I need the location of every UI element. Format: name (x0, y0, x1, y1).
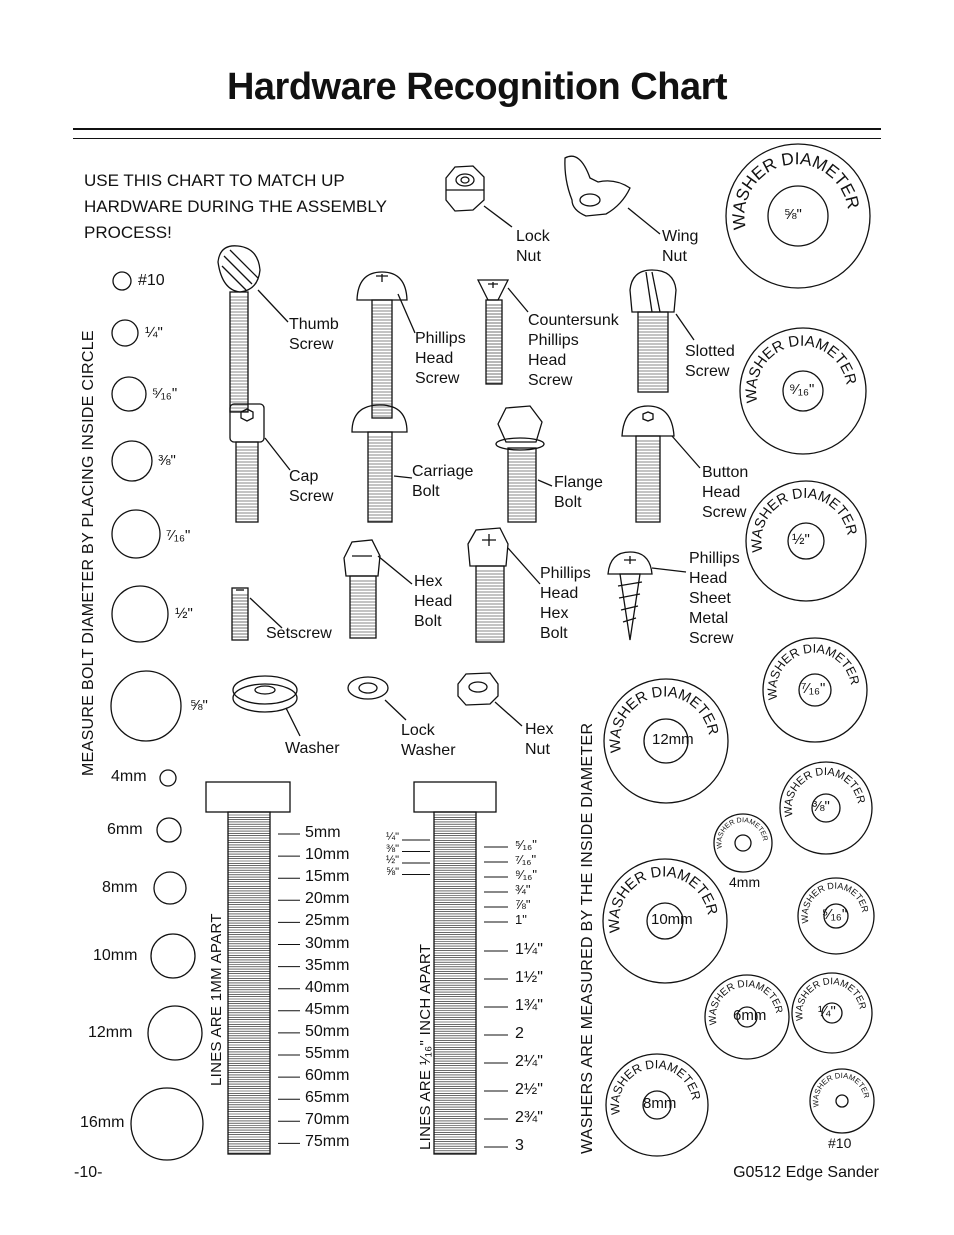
button-head-screw-icon (622, 406, 700, 522)
circle-16mm (131, 1088, 203, 1160)
circle-10mm (151, 934, 195, 978)
washer-size-label: ¼" (818, 1003, 836, 1020)
inch-ruler-right-label: 2 (515, 1025, 524, 1042)
mm-circle-label: 16mm (80, 1114, 125, 1131)
mm-ruler-label: 50mm (305, 1022, 350, 1040)
circle-4mm (160, 770, 176, 786)
inch-ruler-right-label: 3 (515, 1137, 524, 1154)
washer-caption: WASHER DIAMETER (607, 684, 721, 754)
inch-ruler-left-label: ⅝" (386, 865, 400, 878)
inch-ruler-right-label: 2½" (515, 1081, 543, 1098)
washer-size-label: 12mm (652, 731, 694, 748)
circle-label: ⅝" (190, 697, 208, 714)
lock-washer-label: Lock Washer (401, 722, 456, 759)
washer-size-label: 10mm (651, 911, 693, 928)
washer-inner-ring (735, 835, 751, 851)
intro-line: PROCESS! (84, 223, 172, 242)
phillips-hex-bolt-label: Phillips Head Hex Bolt (540, 565, 591, 642)
sheet-metal-screw-label: Phillips Head Sheet Metal Screw (689, 550, 740, 647)
mm-circle-label: 12mm (88, 1024, 133, 1041)
document-name: G0512 Edge Sander (733, 1164, 879, 1181)
mm-circle-label: 8mm (102, 879, 138, 896)
inch-ruler-right-label: ¾" (515, 882, 531, 897)
washer-size-label: ½" (792, 531, 810, 548)
phillips-head-screw-label: Phillips Head Screw (415, 330, 466, 387)
mm-ruler-label: 35mm (305, 956, 350, 974)
mm-circle-label: 10mm (93, 947, 138, 964)
inch-ruler-left-label: ½" (386, 854, 400, 866)
flange-bolt-icon (496, 406, 552, 522)
mm-ruler-label: 65mm (305, 1089, 350, 1107)
washer-size-label: ⅝" (784, 206, 802, 223)
intro-line: HARDWARE DURING THE ASSEMBLY (84, 197, 387, 216)
mm-ruler-head (206, 782, 290, 812)
circle-label: ⁷⁄₁₆" (166, 527, 191, 544)
mm-ruler-label: 25mm (305, 912, 350, 930)
circle-3-8 (112, 441, 152, 481)
washer-size-label: ⁵⁄₁₆" (822, 906, 848, 923)
inch-ruler-right-label: ⁵⁄₁₆" (515, 837, 537, 852)
washer-inner-ring (812, 794, 840, 822)
thumb-screw-label: Thumb Screw (289, 316, 339, 353)
wing-nut-label: Wing Nut (662, 228, 699, 265)
cap-screw-label: Cap Screw (289, 468, 334, 505)
hex-head-bolt-label: Hex Head Bolt (414, 573, 453, 630)
hex-nut-label: Hex Nut (525, 721, 554, 758)
mm-circle-label: 4mm (111, 768, 147, 785)
circle-12mm (148, 1006, 202, 1060)
mm-ruler-label: 55mm (305, 1045, 350, 1062)
mm-ruler-label: 15mm (305, 868, 350, 886)
washer-caption: WASHER DIAMETER (799, 880, 871, 924)
mm-ruler-label: 75mm (305, 1133, 350, 1151)
mm-ruler-label: 10mm (305, 846, 350, 864)
mm-circle-label: 6mm (107, 821, 143, 838)
circle-quarter (112, 320, 138, 346)
inch-ruler-right-label: 1¼" (515, 941, 543, 958)
washer-inner-ring (824, 904, 848, 928)
washer-caption: WASHER DIAMETER (716, 817, 769, 849)
mm-ruler-label: 40mm (305, 978, 350, 996)
circle-half (112, 586, 168, 642)
lock-washer-icon (348, 677, 406, 720)
mm-ruler-label: 30mm (305, 934, 350, 952)
circle-8mm (154, 872, 186, 904)
washer-caption: WASHER DIAMETER (811, 1070, 872, 1108)
carriage-bolt-label: Carriage Bolt (412, 463, 474, 500)
circle-6mm (157, 818, 181, 842)
washer-inner-ring (788, 523, 824, 559)
mm-ruler-label: 5mm (305, 824, 341, 841)
circle-5-16 (112, 377, 146, 411)
inch-ruler-head (414, 782, 496, 812)
washer-size-label: 4mm (729, 874, 761, 890)
inch-ruler-right-label: 2¼" (515, 1053, 543, 1070)
circle-10 (113, 272, 131, 290)
wing-nut-icon (565, 156, 660, 234)
mm-ruler-label: 70mm (305, 1111, 350, 1129)
countersunk-screw-icon (478, 280, 528, 384)
washer-inner-ring (643, 1091, 671, 1119)
washer-size-label: 6mm (733, 1007, 767, 1024)
circle-5-8 (111, 671, 181, 741)
mm-ruler-label: 20mm (305, 890, 350, 908)
washer-size-label: ⁷⁄₁₆" (801, 680, 826, 697)
setscrew-icon (232, 588, 282, 640)
mm-ruler-label: 45mm (305, 1000, 350, 1018)
hex-nut-icon (458, 673, 522, 726)
thumb-screw-icon (218, 246, 288, 412)
circle-label: ½" (175, 605, 193, 622)
washer-inner-ring (644, 719, 688, 763)
washer-caption: WASHER DIAMETER (728, 148, 864, 231)
inch-ruler-right-label: ⁷⁄₁₆" (515, 852, 537, 867)
bolt-diameter-label: MEASURE BOLT DIAMETER BY PLACING INSIDE CIRCLE (80, 330, 97, 776)
washer-inner-ring (799, 674, 831, 706)
washer-caption: WASHER DIAMETER (742, 332, 860, 404)
inch-ruler-left-label: ¼" (386, 831, 400, 843)
inch-ruler-left-label: ⅜" (386, 842, 400, 855)
washer-caption: WASHER DIAMETER (749, 485, 860, 554)
inch-ruler-right-label: 2¾" (515, 1109, 543, 1126)
washer-inner-ring (737, 1007, 757, 1027)
phillips-head-screw-icon (357, 272, 415, 418)
washer-size-label: #10 (828, 1135, 852, 1151)
washer-inner-ring (783, 371, 823, 411)
inch-ruler-right-label: 1" (515, 912, 527, 927)
lock-nut-icon (446, 166, 512, 227)
washer-caption: WASHER DIAMETER (607, 1057, 704, 1116)
washer-caption: WASHER DIAMETER (794, 976, 868, 1022)
washers-label: WASHERS ARE MEASURED BY THE INSIDE DIAMETER (579, 722, 596, 1154)
washer-caption: WASHER DIAMETER (765, 641, 862, 701)
inch-ruler-label: LINES ARE ¹⁄₁₆" INCH APART (417, 943, 434, 1150)
setscrew-label: Setscrew (266, 625, 332, 642)
washer-label: Washer (285, 740, 340, 757)
countersunk-screw-label: Countersunk Phillips Head Screw (528, 312, 619, 389)
button-head-screw-label: Button Head Screw (702, 464, 749, 521)
washer-inner-ring (768, 186, 828, 246)
mm-ruler-label: LINES ARE 1MM APART (208, 913, 225, 1086)
washer-caption: WASHER DIAMETER (782, 765, 867, 818)
washer-icon (233, 676, 300, 736)
inch-ruler-right-label: 1¾" (515, 997, 543, 1014)
circle-7-16 (112, 510, 160, 558)
washer-size-label: ⅜" (812, 798, 830, 815)
flange-bolt-label: Flange Bolt (554, 474, 603, 511)
intro-line: USE THIS CHART TO MATCH UP (84, 171, 345, 190)
circle-label: ⁵⁄₁₆" (152, 385, 178, 402)
circle-label: #10 (138, 272, 165, 289)
washer-size-label: 8mm (643, 1095, 677, 1112)
washer-inner-ring (836, 1095, 848, 1107)
mm-ruler-label: 60mm (305, 1067, 350, 1085)
sheet-metal-screw-icon (608, 552, 686, 640)
lock-nut-label: Lock Nut (516, 228, 550, 265)
washer-inner-ring (647, 903, 683, 939)
washer-inner-ring (822, 1003, 842, 1023)
page-title: Hardware Recognition Chart (226, 66, 728, 108)
circle-label: ⅜" (158, 452, 176, 469)
washer-caption: WASHER DIAMETER (707, 978, 785, 1026)
circle-label: ¼" (145, 324, 163, 341)
carriage-bolt-icon (352, 405, 412, 522)
page-number: -10- (74, 1164, 103, 1181)
washer-size-label: ⁹⁄₁₆" (789, 381, 815, 398)
washer-caption: WASHER DIAMETER (606, 864, 720, 934)
inch-ruler-right-label: 1½" (515, 969, 543, 986)
inch-ruler-right-label: ⁹⁄₁₆" (515, 867, 537, 882)
slotted-screw-label: Slotted Screw (685, 343, 735, 380)
inch-ruler-right-label: ⅞" (515, 897, 531, 912)
